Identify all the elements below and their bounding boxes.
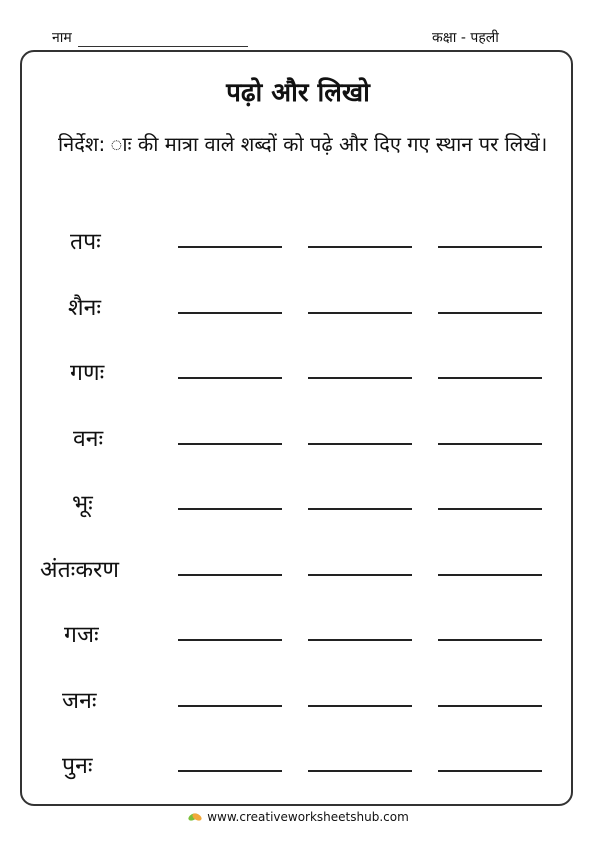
answer-blank-3[interactable] [438,770,542,772]
answer-blank-3[interactable] [438,443,542,445]
name-blank-line[interactable] [78,32,248,47]
name-label: नाम [52,30,72,46]
answer-blank-3[interactable] [438,377,542,379]
answer-blank-1[interactable] [178,246,282,248]
answer-blank-3[interactable] [438,508,542,510]
word-row [0,681,596,721]
word-label: गजः [64,622,99,648]
answer-blank-2[interactable] [308,508,412,510]
answer-blank-1[interactable] [178,770,282,772]
worksheet-title: पढ़ो और लिखो [226,78,370,108]
word-label: गणः [70,360,105,386]
word-label: अंतःकरण [40,556,120,583]
leaf-logo-icon [187,810,203,824]
name-field [52,28,248,47]
website-link[interactable]: www.creativeworksheetshub.com [207,810,409,824]
answer-blank-3[interactable] [438,705,542,707]
answer-blank-2[interactable] [308,377,412,379]
answer-blank-1[interactable] [178,312,282,314]
word-row [0,484,596,524]
word-label: जनः [62,687,97,714]
answer-blank-1[interactable] [178,443,282,445]
answer-blank-2[interactable] [308,705,412,707]
word-row [0,615,596,655]
answer-blank-3[interactable] [438,639,542,641]
word-row [0,550,596,590]
word-label: वनः [73,425,104,452]
answer-blank-2[interactable] [308,770,412,772]
word-label: भूः [72,491,93,517]
answer-blank-1[interactable] [178,639,282,641]
answer-blank-2[interactable] [308,312,412,314]
word-row [0,419,596,459]
instruction-text: निर्देश: ाः की मात्रा वाले शब्दों को पढ़े और दिए गए स्थान पर लिखें। [58,132,548,156]
word-row [0,222,596,262]
answer-blank-1[interactable] [178,377,282,379]
word-row [0,353,596,393]
answer-blank-3[interactable] [438,574,542,576]
word-row [0,288,596,328]
class-label: कक्षा - पहली [432,30,499,46]
answer-blank-3[interactable] [438,312,542,314]
word-label: तपः [70,229,101,255]
answer-blank-1[interactable] [178,705,282,707]
answer-blank-1[interactable] [178,508,282,510]
footer [0,810,596,824]
answer-blank-1[interactable] [178,574,282,576]
word-row [0,746,596,786]
answer-blank-2[interactable] [308,574,412,576]
word-label: शैनः [68,294,102,321]
answer-blank-2[interactable] [308,639,412,641]
word-label: पुनः [62,753,93,779]
answer-blank-2[interactable] [308,246,412,248]
answer-blank-2[interactable] [308,443,412,445]
answer-blank-3[interactable] [438,246,542,248]
